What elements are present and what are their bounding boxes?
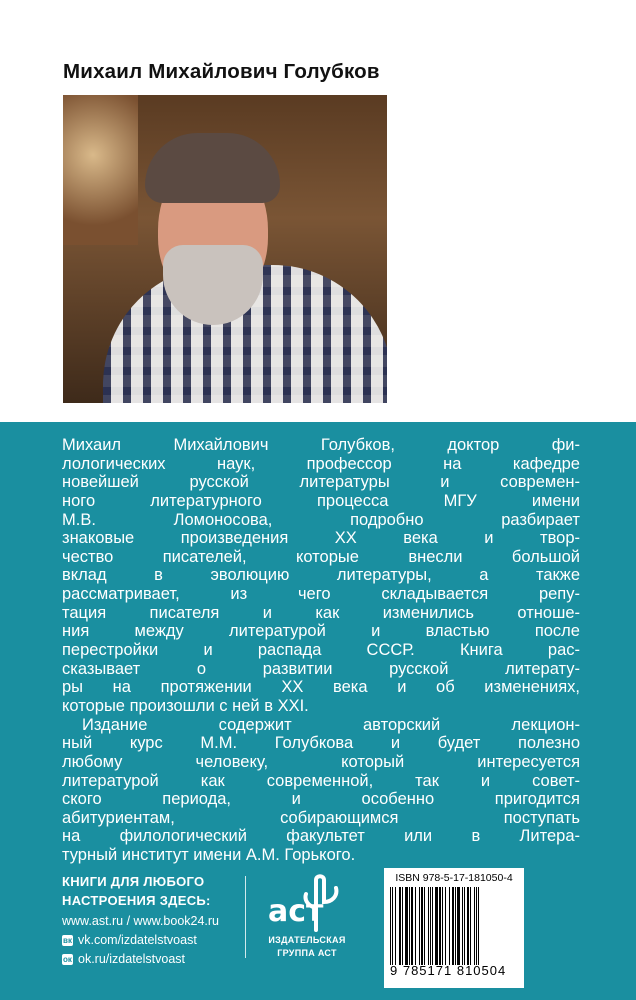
- vk-link[interactable]: vk.com/izdatelstvoast: [78, 933, 197, 947]
- description-line: турный институт имени А.М. Горького.: [62, 846, 356, 865]
- description-line: ры на протяжении XX века и об изменениях,: [62, 678, 580, 697]
- promo-heading-2: НАСТРОЕНИЯ ЗДЕСЬ:: [62, 893, 211, 908]
- ok-icon: ок: [63, 955, 72, 964]
- author-name: Михаил Михайлович Голубков: [63, 60, 380, 83]
- vk-icon: вк: [63, 936, 72, 945]
- websites-link[interactable]: www.ast.ru / www.book24.ru: [62, 914, 220, 928]
- description-line: любому человеку, который интересуется: [62, 752, 580, 771]
- description: [62, 436, 580, 865]
- description-line: которые произошли с ней в XXI.: [62, 696, 309, 715]
- author-photo: [63, 95, 387, 403]
- ok-link[interactable]: ok.ru/izdatelstvoast: [78, 952, 185, 966]
- promo-block: [62, 872, 219, 969]
- description-line: ного литературного процесса МГУ имени: [62, 491, 580, 510]
- barcode-bars: [390, 887, 518, 965]
- description-line: сказывает о развитии русской литерату-: [62, 659, 580, 678]
- logo-text: аст: [268, 894, 324, 929]
- description-line: ния между литературой и властью после: [62, 622, 580, 641]
- description-line: лологических наук, профессор на кафедре: [62, 454, 580, 473]
- description-line: М.В. Ломоносова, подробно разбирает: [62, 510, 580, 529]
- cactus-icon: [302, 872, 342, 932]
- isbn-text: ISBN 978-5-17-181050-4: [395, 872, 513, 884]
- divider: [245, 876, 246, 958]
- description-line: на филологический факультет или в Литера-: [62, 827, 580, 846]
- publisher-caption-2: ГРУППА АСТ: [277, 948, 337, 958]
- description-line: ского периода, и особенно пригодится: [62, 790, 580, 809]
- description-line: чество писателей, которые внесли большой: [62, 547, 580, 566]
- barcode: [384, 868, 524, 988]
- description-line: новейшей русской литературы и современ-: [62, 473, 580, 492]
- description-line: литературой как современной, так и совет-: [62, 771, 580, 790]
- publisher-logo: [262, 872, 352, 960]
- description-line: знаковые произведения XX века и твор-: [62, 529, 580, 548]
- description-line: рассматривает, из чего складывается репу-: [62, 585, 580, 604]
- barcode-bar: [478, 887, 479, 965]
- description-line: абитуриентам, собирающимся поступать: [62, 808, 580, 827]
- description-line: Михаил Михайлович Голубков, доктор фи-: [62, 436, 580, 454]
- description-line: Издание содержит авторский лекцион-: [82, 715, 580, 734]
- publisher-caption-1: ИЗДАТЕЛЬСКАЯ: [268, 935, 346, 945]
- description-line: перестройки и распада СССР. Книга рас-: [62, 641, 580, 660]
- description-line: вклад в эволюцию литературы, а также: [62, 566, 580, 585]
- description-line: ный курс М.М. Голубкова и будет полезно: [62, 734, 580, 753]
- description-line: тация писателя и как изменились отноше-: [62, 603, 580, 622]
- promo-heading-1: КНИГИ ДЛЯ ЛЮБОГО: [62, 874, 205, 889]
- barcode-digits: 9 785171 810504: [390, 963, 507, 978]
